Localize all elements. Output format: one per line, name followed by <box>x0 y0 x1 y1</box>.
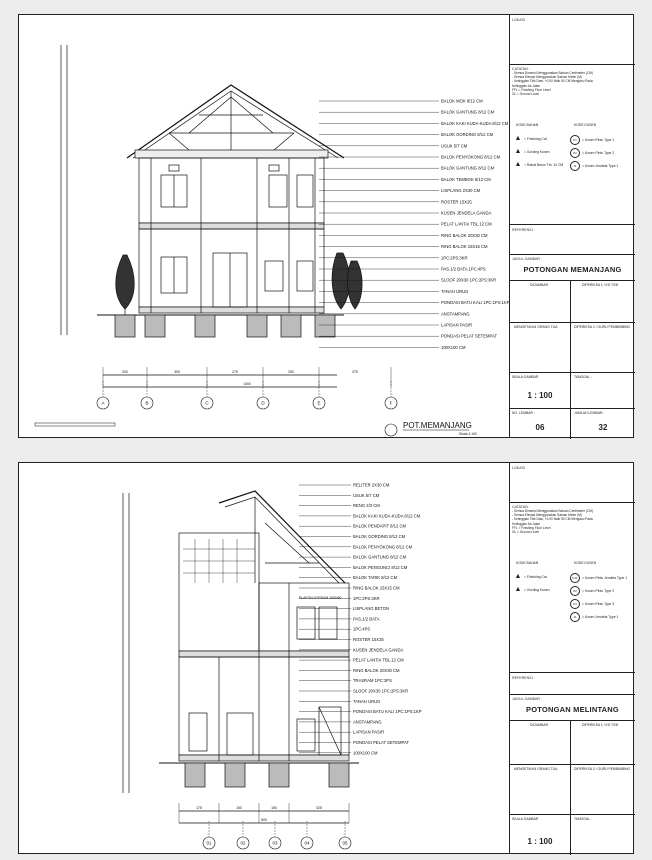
judul-gambar: POTONGAN MELINTANG <box>526 705 619 714</box>
annotation-label: BALOK KAKI KUDA-KUDA 8/12 CM <box>353 513 421 519</box>
cross-section-svg <box>19 463 509 855</box>
axis-label: 03 <box>272 840 278 846</box>
annotation-label: RING BALOK 15X15 CM <box>441 244 488 250</box>
drawing-title: POT.MEMANJANG <box>403 421 472 430</box>
annotation-label: PONDASI BATU KALI 1PC:1PS:1KP <box>441 300 509 306</box>
notes-section <box>510 503 635 673</box>
jumlah-lembar-value: 32 <box>598 423 608 432</box>
skala-value: 1 : 100 <box>527 391 553 400</box>
kusen-code-symbol: P2 <box>570 586 580 596</box>
annotation-label: BALOK MOK 8/12 CM <box>441 98 483 104</box>
judul-label: JUDUL GAMBAR <box>512 257 541 261</box>
dimension-labels <box>103 367 391 387</box>
axis-label: 02 <box>240 840 246 846</box>
dimension-value: 150 <box>236 806 242 810</box>
annotation-label: RING BALOK 20X30 CM <box>353 667 400 673</box>
dimension-total: 800 <box>261 818 267 822</box>
annotation-label: PONDASI PELAT SETEMPAT <box>353 740 410 745</box>
scale-bar <box>35 423 115 426</box>
annotation-label: BALOK TEMBOK 8/12 CM <box>441 176 491 182</box>
legend-text: = Kusen Pintu Type 2 <box>582 150 615 155</box>
annotation-label: ROSTER 15X25 <box>441 199 472 205</box>
note-line: FFL = Finishing Floor Level <box>512 525 551 530</box>
annotation-label: USUK 5/7 CM <box>441 143 468 149</box>
longitudinal-section-svg <box>19 15 509 439</box>
no-lembar-label: NO. LEMBAR : <box>512 411 535 415</box>
annotation-label: ANSTAMPANG <box>353 719 382 725</box>
annotation-label: BALOK PENGUNCI 8/12 CM <box>353 564 408 570</box>
legend-row <box>570 161 618 171</box>
annotation-label: LAPISAN PASIR <box>441 322 473 328</box>
legend-text: = Kusen Jendela Type 1 <box>582 614 619 619</box>
kode-kusen-label: KODE KUSEN <box>574 123 597 127</box>
annotation-label: SLOOF 20X30 1PC:2PS:3KR <box>441 277 497 283</box>
legend-text: = Kusen Pintu Type 2 <box>582 588 615 593</box>
annotation-label: BALOK GANTUNG 8/12 CM <box>441 109 495 115</box>
note-line: - Semua Elevasi Menggunakan Satuan Meter (M) <box>512 75 582 80</box>
note-line: Ketinggian As Jalan <box>512 83 540 88</box>
catatan-label: CATATAN : <box>512 505 530 509</box>
dimension-value: 375 <box>352 370 358 374</box>
annotation-label: KUSEN JENDELA GANDA <box>441 210 492 216</box>
room-label: PLAFON GYPSUM 1000/60 <box>299 596 342 600</box>
legend-row <box>514 586 550 594</box>
catatan-label: CATATAN : <box>512 67 530 71</box>
notes-section <box>510 65 635 225</box>
note-line: Ketinggian As Jalan <box>512 521 540 526</box>
kode-kusen-label: KODE KUSEN <box>574 561 597 565</box>
kusen-code-symbol: PJ1 <box>570 573 580 583</box>
annotation-label: BALOK PENYOKONG 8/12 CM <box>441 154 501 160</box>
note-line: - Semua Elevasi Menggunakan Satuan Meter (M) <box>512 513 582 518</box>
axis-label: F <box>389 400 393 406</box>
note-line: - Semua Dimensi Menggunakan Satuan Centimeter (CM) <box>512 71 593 75</box>
kusen-code-symbol: J1 <box>570 612 580 622</box>
annotation-label: LISPLANG BETON <box>353 606 389 612</box>
legend-row <box>514 573 547 581</box>
note-line: FFL = Finishing Floor Level <box>512 87 551 92</box>
judul-gambar: POTONGAN MEMANJANG <box>523 265 622 274</box>
referensi-label: REFERENSI : <box>512 676 535 680</box>
legend-row <box>570 586 614 596</box>
annotation-label: RING BALOK 20X30 CM <box>441 232 488 238</box>
axis-label: B <box>145 400 149 406</box>
annotation-labels <box>299 483 422 756</box>
axis-label: 04 <box>304 840 310 846</box>
section-symbol <box>385 424 397 436</box>
annotation-label: KUSEN JENDELA GANDA <box>353 647 404 653</box>
diperiksa1-label: DIPERIKSA 1 / KS TGB <box>582 723 618 727</box>
axis-label: D <box>261 400 265 406</box>
legend-text: = Kusen Pintu Type 1 <box>582 137 615 142</box>
annotation-label: LAPISAN PASIR <box>353 729 385 735</box>
dimension-value: 250 <box>288 370 294 374</box>
annotation-label: BALOK GANTUNG 8/12 CM <box>441 165 495 171</box>
kusen-code-symbol: J1 <box>570 161 580 171</box>
annotation-labels <box>319 99 509 350</box>
legend-text: = Finishing Cat <box>524 574 547 579</box>
annotation-label: SLOOF 20X30 1PC:2PS:3KR <box>353 688 409 694</box>
annotation-label: 1PC:4PS <box>353 626 371 632</box>
annotation-label: PONDASI PELAT SETEMPAT <box>441 333 498 339</box>
axis-label: 01 <box>206 840 212 846</box>
mengetahui-label: MENGETAHUI ORANG TUA <box>514 767 558 771</box>
annotation-label: LISPLANG 2X30 CM <box>441 188 481 194</box>
legend-text: = Gording Kusen <box>524 149 550 154</box>
legend-row <box>570 148 614 158</box>
scale-note: Skala 1:100 <box>459 432 477 436</box>
annotation-label: PAS.1/2 BATA <box>353 616 380 622</box>
skala-label: SKALA GAMBAR <box>512 375 539 379</box>
note-line: GL = Ground Level <box>512 92 539 97</box>
axis-label: E <box>317 400 321 406</box>
legend-text: = Kusen Jendela Type 1 <box>582 163 619 168</box>
legend-row <box>514 135 547 143</box>
bahan-triangle-icon: ▲ <box>514 161 522 168</box>
annotation-label: BALOK TARIK 8/12 CM <box>353 575 398 581</box>
kusen-code-symbol: P1 <box>570 135 580 145</box>
digambar-label: DIGAMBAR <box>530 723 549 727</box>
tanggal-label: TANGGAL : <box>574 375 592 379</box>
legend-text: = Finishing Cat <box>524 136 547 141</box>
axis-label: A <box>101 400 105 406</box>
dimension-value: 275 <box>232 370 238 374</box>
dimension-labels <box>179 803 349 823</box>
axis-label: 05 <box>342 840 348 846</box>
legend-text: = Kusen Pintu Type 3 <box>582 601 615 606</box>
legend-row <box>570 135 614 145</box>
note-line: GL = Ground Level <box>512 530 539 535</box>
annotation-label: RELITER 2X30 CM <box>353 482 390 488</box>
annotation-label: BALOK GANTUNG 8/12 CM <box>353 554 407 560</box>
legend-row <box>514 148 550 156</box>
longitudinal-section-drawing <box>19 15 509 437</box>
dimension-total: 1400 <box>243 382 251 386</box>
kusen-code-symbol: P2 <box>570 148 580 158</box>
lokasi-label: LOKASI <box>512 466 525 470</box>
mengetahui-label: MENGETAHUI ORANG TUA <box>514 325 558 329</box>
bahan-triangle-icon: ▲ <box>514 586 522 593</box>
diperiksa2-label: DIPERIKSA 2 / GURU PEMBIMBING <box>574 767 631 771</box>
legend-text: = Gording Kusen <box>524 587 550 592</box>
annotation-label: PELAT LANTAI TBL.12 CM <box>441 221 492 227</box>
legend-row <box>570 573 627 583</box>
skala-value: 1 : 100 <box>527 837 553 846</box>
annotation-label: 100X100 CM <box>441 344 466 350</box>
annotation-label: ROSTER 15X25 <box>353 637 384 642</box>
bahan-triangle-icon: ▲ <box>514 573 522 580</box>
annotation-label: BALOK PENDAPIT 8/12 CM <box>353 523 406 529</box>
annotation-label: 100X100 CM <box>353 750 378 756</box>
annotation-label: TANAH URUG <box>441 288 469 294</box>
dimension-value: 175 <box>196 806 202 810</box>
digambar-label: DIGAMBAR <box>530 283 549 287</box>
annotation-label: USUK 5/7 CM <box>353 492 380 498</box>
axis-label: C <box>205 400 209 406</box>
dimension-value: 150 <box>271 806 277 810</box>
annotation-label: TRASRAM 1PC:3PS <box>353 678 392 684</box>
title-block <box>509 463 635 853</box>
legend-text: = Rabat Beton Tbl. 10 CM <box>524 162 564 167</box>
legend-row <box>514 161 563 169</box>
annotation-label: 1PC:2PS:3KR <box>353 595 380 601</box>
axis-markers <box>203 821 351 849</box>
annotation-label: PAS.1/2 BATA 1PC:4PS <box>441 266 486 272</box>
bahan-triangle-icon: ▲ <box>514 135 522 142</box>
annotation-label: BALOK KAKI KUDA-KUDA 8/12 CM <box>441 120 509 126</box>
annotation-label: 1PC:2PS:3KR <box>441 255 468 261</box>
diperiksa1-label: DIPERIKSA 1 / KS TGB <box>582 283 618 287</box>
referensi-label: REFERENSI : <box>512 228 535 232</box>
annotation-label: PELAT LANTAI TBL.12 CM <box>353 657 404 663</box>
tanggal-label: TANGGAL : <box>574 817 592 821</box>
drawing-sheet-longitudinal <box>18 14 634 438</box>
kode-bahan-label: KODE BAHAN <box>516 561 539 565</box>
note-line: - Ketinggian Tiitk Dasr, +0.00 Naik 50 CM Mengacu Pada <box>512 517 593 522</box>
kode-bahan-label: KODE BAHAN <box>516 123 539 127</box>
annotation-label: RING BALOK 15X15 CM <box>353 585 400 591</box>
legend-text: = Kusen Pintu Jendela Type 1 <box>582 575 628 580</box>
annotation-label: BALOK GORDING 8/12 CM <box>441 132 494 138</box>
annotation-label: TANAH URUG <box>353 698 381 704</box>
bahan-triangle-icon: ▲ <box>514 148 522 155</box>
dimension-value: 300 <box>174 370 180 374</box>
diperiksa2-label: DIPERIKSA 2 / GURU PEMBIMBING <box>574 325 631 329</box>
note-line: - Ketinggian Tiitk Dasr, +0.00 Naik 50 CM Mengacu Pada <box>512 79 593 84</box>
annotation-label: PONDASI BATU KALI 1PC:1PS:1KP <box>353 709 422 715</box>
skala-label: SKALA GAMBAR <box>512 817 539 821</box>
annotation-label: BALOK PENYOKONG 8/12 CM <box>353 544 413 550</box>
no-lembar-value: 06 <box>535 423 545 432</box>
annotation-label: ANSTAMPANG <box>441 311 470 317</box>
jumlah-lembar-label: JUMLAH LEMBAR : <box>574 411 605 415</box>
dimension-value: 325 <box>316 806 322 810</box>
annotation-label: BALOK GORDING 8/12 CM <box>353 534 406 539</box>
title-block <box>509 15 635 437</box>
annotation-label: RENG 2/3 CM <box>353 503 380 509</box>
dimension-value: 200 <box>122 370 128 374</box>
note-line: - Semua Dimensi Menggunakan Satuan Centimeter (CM) <box>512 509 593 513</box>
kusen-code-symbol: P3 <box>570 599 580 609</box>
drawing-sheet-cross <box>18 462 634 854</box>
legend-row <box>570 599 614 609</box>
judul-label: JUDUL GAMBAR <box>512 697 541 701</box>
legend-row <box>570 612 618 622</box>
cross-section-drawing <box>19 463 509 853</box>
lokasi-label: LOKASI <box>512 18 525 22</box>
